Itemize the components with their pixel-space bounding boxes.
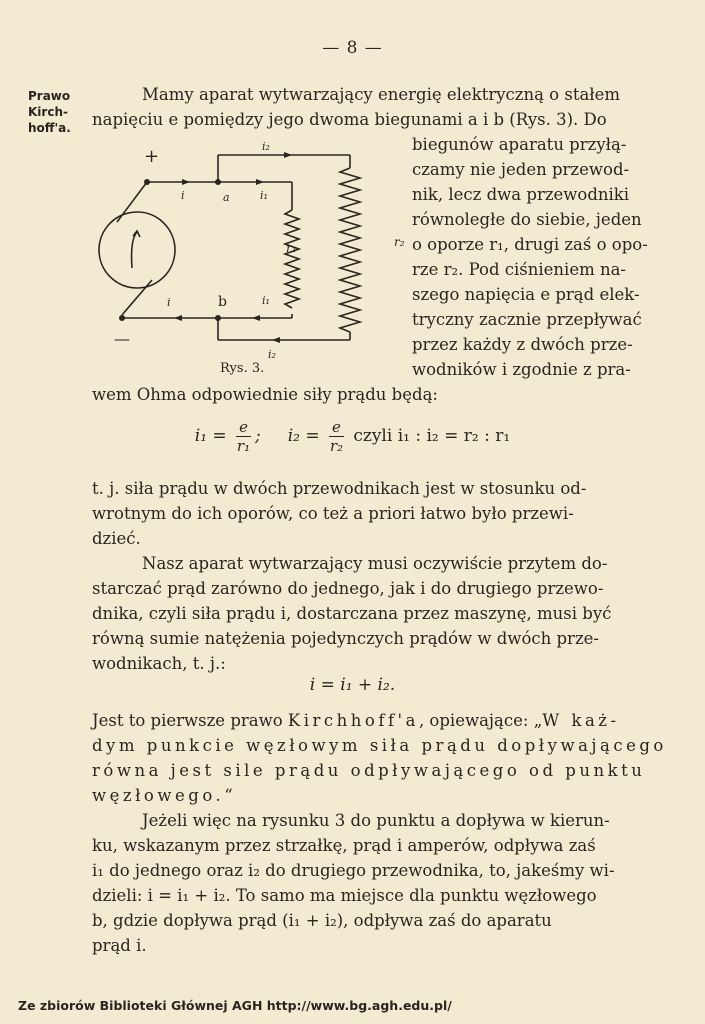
minus-label: — xyxy=(114,329,130,348)
terminal-minus xyxy=(119,315,125,321)
text-line: wodnikach, t. j.: xyxy=(92,654,226,673)
text-line: przez każdy z dwóch prze- xyxy=(412,335,633,354)
text-line: wrotnym do ich oporów, co też a priori łatwo było przewi- xyxy=(92,504,574,523)
text-line xyxy=(92,710,620,732)
text-line: i₁ do jednego oraz i₂ do drugiego przewodnika, to, jakeśmy wi- xyxy=(92,861,615,880)
text-line: rze r₂. Pod ciśnieniem na- xyxy=(412,260,627,279)
law-text-start: W każ- xyxy=(542,711,620,730)
text-line: ku, wskazanym przez strzałkę, prąd i amperów, odpływa zaś xyxy=(92,836,596,855)
arrow-i2-bottom xyxy=(272,337,280,343)
text-line: Jeżeli więc na rysunku 3 do punktu a dopływa w kierun- xyxy=(142,811,610,830)
text-line: dzieć. xyxy=(92,529,141,548)
arrow-i-bottom xyxy=(174,315,182,321)
text-line: starczać prąd zarówno do jednego, jak i do drugiego przewo- xyxy=(92,579,604,598)
text-line: prąd i. xyxy=(92,936,147,955)
fraction-denominator: r₁ xyxy=(236,437,251,455)
formula-i1-lhs: i₁ = xyxy=(194,426,227,446)
margin-note-line: Prawo xyxy=(28,89,71,103)
law-text-line: dym punkcie węzłowym siła prądu dopływającego xyxy=(92,736,667,755)
node-b xyxy=(215,315,221,321)
text-line: równoległe do siebie, jeden xyxy=(412,210,642,229)
fraction-e-r2 xyxy=(329,418,344,455)
text-line: o oporze r₁, drugi zaś o opo- xyxy=(412,235,648,254)
margin-note-line: hoff'a. xyxy=(28,121,71,135)
current-i2-bottom-label: i₂ xyxy=(268,348,276,361)
margin-note xyxy=(28,88,88,136)
figure-caption: Rys. 3. xyxy=(220,361,265,375)
text-line: tryczny zacznie przepływać xyxy=(412,310,642,329)
circuit-diagram-svg xyxy=(92,140,412,375)
circuit-diagram xyxy=(92,140,412,375)
fraction-e-r1 xyxy=(236,418,251,455)
arrow-i2-top xyxy=(284,152,292,158)
page-number: — 8 — xyxy=(322,38,383,58)
law-text-line: równa jest sile prądu odpływającego od punktu xyxy=(92,761,646,780)
kirchhoff-name: Kirchhoff'a xyxy=(287,711,419,730)
text-line: dzieli: i = i₁ + i₂. To samo ma miejsce dla punktu węzłowego xyxy=(92,886,597,905)
r2-label: r₂ xyxy=(394,235,405,249)
text-line: czamy nie jeden przewod- xyxy=(412,160,630,179)
text-line: Nasz aparat wytwarzający musi oczywiście przytem do- xyxy=(142,554,608,573)
node-b-label: b xyxy=(218,294,227,310)
source-arrow xyxy=(132,232,137,268)
formula-separator: ; xyxy=(254,426,261,446)
node-a xyxy=(215,179,221,185)
formula-sum: i = i₁ + i₂. xyxy=(309,675,396,695)
text-fragment: Jest to pierwsze prawo xyxy=(92,711,283,730)
fraction-denominator: r₂ xyxy=(329,437,344,455)
terminal-plus xyxy=(144,179,150,185)
text-line: napięciu e pomiędzy jego dwoma biegunami a i b (Rys. 3). Do xyxy=(92,110,607,129)
law-text-line: węzłowego.“ xyxy=(92,786,237,805)
library-footer: Ze zbiorów Biblioteki Głównej AGH http://www.bg.agh.edu.pl/ xyxy=(18,998,452,1013)
current-i2-label: i₂ xyxy=(262,140,270,153)
resistor-r1 xyxy=(285,210,299,308)
margin-note-line: Kirch- xyxy=(28,105,68,119)
arrow-i1-bottom xyxy=(252,315,260,321)
resistor-r2 xyxy=(340,168,360,332)
current-i-label: i xyxy=(181,189,185,202)
text-line: dnika, czyli siła prądu i, dostarczana przez maszynę, musi być xyxy=(92,604,612,623)
node-a-label: a xyxy=(223,191,230,204)
formula-ohm xyxy=(0,418,705,455)
text-line: Mamy aparat wytwarzający energię elektryczną o stałem xyxy=(142,85,621,104)
source-circle xyxy=(99,212,175,288)
text-line: wem Ohma odpowiednie siły prądu będą: xyxy=(92,385,438,404)
fraction-numerator: e xyxy=(329,418,344,437)
text-line: równą sumie natężenia pojedynczych prądów w dwóch prze- xyxy=(92,629,599,648)
text-line: wodników i zgodnie z pra- xyxy=(412,360,631,379)
arrow-i1-top xyxy=(256,179,264,185)
text-line: b, gdzie dopływa prąd (i₁ + i₂), odpływa zaś do aparatu xyxy=(92,911,552,930)
formula-ratio: czyli i₁ : i₂ = r₂ : r₁ xyxy=(353,426,511,446)
current-i-bottom-label: i xyxy=(167,296,171,309)
fraction-numerator: e xyxy=(236,418,251,437)
current-i1-bottom-label: i₁ xyxy=(262,294,270,307)
formula-i2-lhs: i₂ = xyxy=(287,426,320,446)
r1-label: r₁ xyxy=(286,241,297,255)
text-line: t. j. siła prądu w dwóch przewodnikach jest w stosunku od- xyxy=(92,479,587,498)
current-i1-label: i₁ xyxy=(260,189,268,202)
text-line: nik, lecz dwa przewodniki xyxy=(412,185,630,204)
text-fragment: , opiewające: „ xyxy=(418,711,543,730)
plus-label: + xyxy=(144,146,160,167)
text-line: biegunów aparatu przyłą- xyxy=(412,135,627,154)
text-line: szego napięcia e prąd elek- xyxy=(412,285,640,304)
arrow-i-top xyxy=(182,179,190,185)
